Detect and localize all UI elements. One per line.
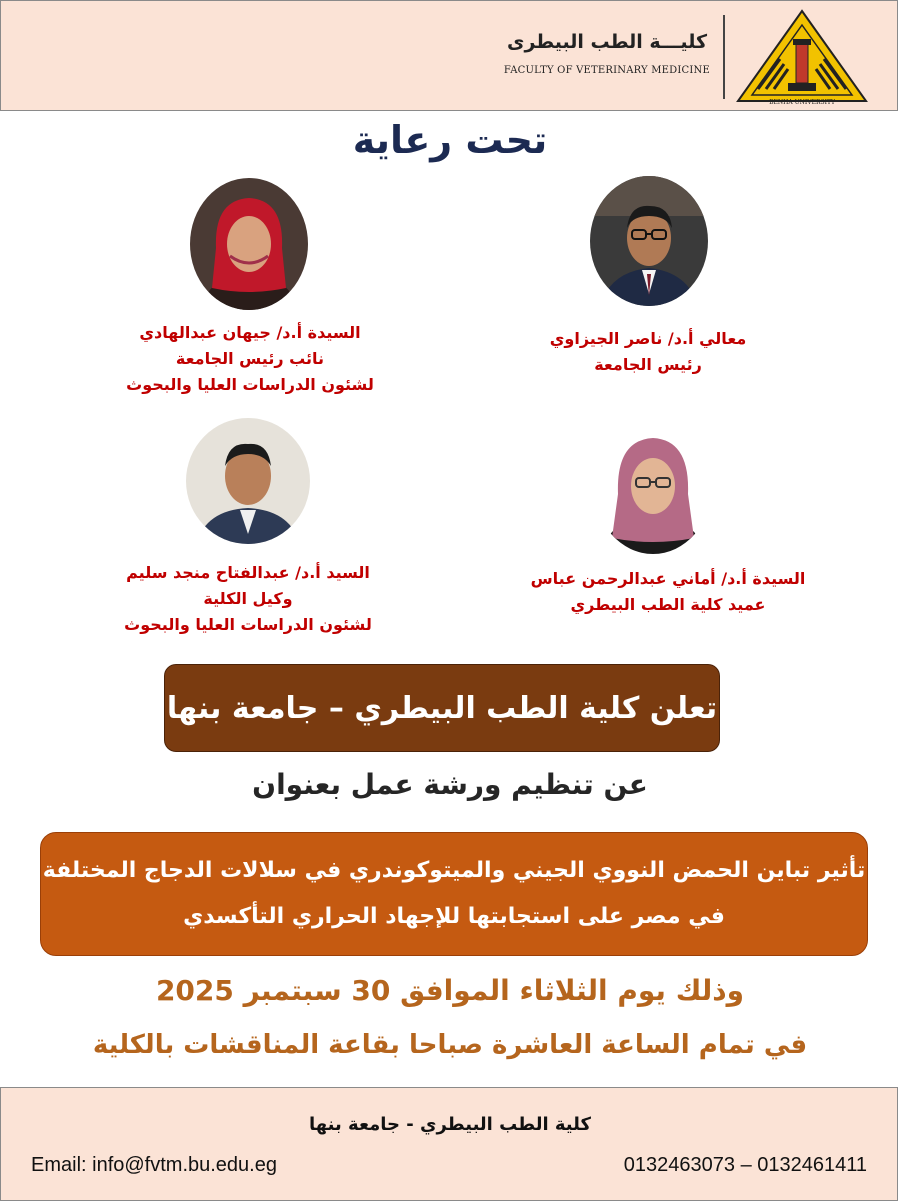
workshop-title-line-1: تأثير تباين الحمض النووي الجيني والميتوكوندري في سلالات الدجاج المختلفة xyxy=(42,858,866,883)
person-title: لشئون الدراسات العليا والبحوث xyxy=(124,615,372,634)
footer-title: كلية الطب البيطري - جامعة بنها xyxy=(309,1114,591,1135)
person-title: وكيل الكلية xyxy=(203,589,293,608)
announcement-banner xyxy=(164,664,720,752)
announcement-text: تعلن كلية الطب البيطري – جامعة بنها xyxy=(166,690,718,726)
header-bar xyxy=(0,0,898,111)
person-name: السيد أ.د/ عبدالفتاح منجد سليم xyxy=(126,563,370,582)
person-title: لشئون الدراسات العليا والبحوث xyxy=(126,375,374,394)
portrait-faculty-dean xyxy=(594,418,712,554)
portrait-vice-president xyxy=(190,178,308,310)
header-divider xyxy=(723,15,725,99)
footer-bar xyxy=(0,1087,898,1201)
workshop-subheading: عن تنظيم ورشة عمل بعنوان xyxy=(252,768,648,801)
person-name: السيدة أ.د/ أماني عبدالرحمن عباس xyxy=(530,569,806,588)
footer-phones: 0132463073 – 0132461411 xyxy=(623,1154,867,1176)
portrait-vice-dean xyxy=(186,418,310,544)
person-name: السيدة أ.د/ جيهان عبدالهادي xyxy=(139,323,361,342)
person-title: نائب رئيس الجامعة xyxy=(175,349,325,368)
person-title: عميد كلية الطب البيطري xyxy=(570,595,766,614)
person-university-president xyxy=(480,326,816,378)
person-vice-dean xyxy=(96,560,400,638)
patronage-heading: تحت رعاية xyxy=(352,118,548,162)
event-time-location: في تمام الساعة العاشرة صباحا بقاعة المناقشات بالكلية xyxy=(92,1030,808,1060)
person-vice-president xyxy=(60,320,440,398)
logo-caption: BENHA UNIVERSITY xyxy=(769,99,835,105)
benha-university-logo-icon xyxy=(736,9,868,105)
workshop-title-line-2: في مصر على استجابتها للإجهاد الحراري التأكسدي xyxy=(183,904,725,929)
faculty-name-english: FACULTY OF VETERINARY MEDICINE xyxy=(503,65,710,76)
person-name: معالي أ.د/ ناصر الجيزاوي xyxy=(549,329,747,348)
person-title: رئيس الجامعة xyxy=(594,355,702,374)
workshop-title-box xyxy=(40,832,868,956)
event-date: وذلك يوم الثلاثاء الموافق 30 سبتمبر 2025 xyxy=(155,974,745,1007)
faculty-name-arabic: كليـــة الطب البيطرى xyxy=(507,31,707,53)
footer-email[interactable]: Email: info@fvtm.bu.edu.eg xyxy=(31,1154,277,1176)
portrait-university-president xyxy=(590,176,708,306)
person-faculty-dean xyxy=(500,566,836,618)
